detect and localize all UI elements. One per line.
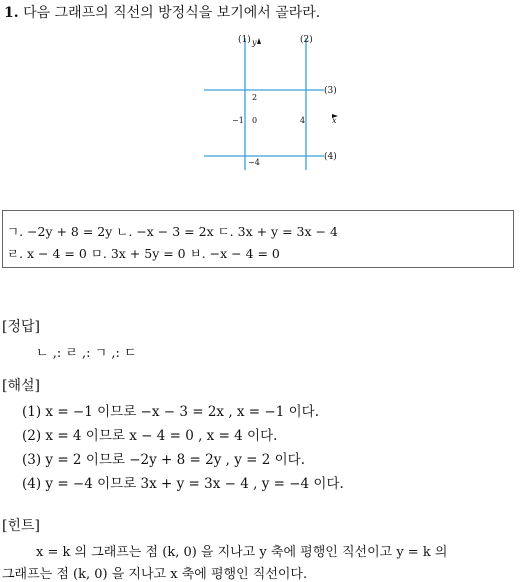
label-y-neg4: −4 xyxy=(248,158,260,167)
label-x-axis: x xyxy=(332,116,337,125)
choices-row-2: ㄹ. x − 4 = 0 ㅁ. 3x + 5y = 0 ㅂ. −x − 4 = 0 xyxy=(7,246,280,261)
hint-line-2: 그래프는 점 (k, 0) 을 지나고 x 축에 평행인 직선이다. xyxy=(2,567,308,582)
answer-text: ㄴ ,: ㄹ ,: ㄱ ,: ㄷ xyxy=(36,346,137,361)
question-text: 다음 그래프의 직선의 방정식을 보기에서 골라라. xyxy=(23,5,321,21)
label-1: (1) xyxy=(238,35,251,45)
label-4: (4) xyxy=(324,152,337,162)
explanation-item-4: (4) y = −4 이므로 3x + y = 3x − 4 , y = −4 이다. xyxy=(22,476,344,492)
explanation-header: [해설] xyxy=(2,378,40,394)
explanation-item-2: (2) x = 4 이므로 x − 4 = 0 , x = 4 이다. xyxy=(22,428,278,444)
hint-header: [힌트] xyxy=(2,518,40,534)
answer-header: [정답] xyxy=(2,319,40,335)
question-line xyxy=(4,2,320,22)
hint-line-1: x = k 의 그래프는 점 (k, 0) 을 지나고 y 축에 평행인 직선이고 y = k 의 xyxy=(36,545,448,560)
question-number: 1. xyxy=(4,5,19,21)
line-graph xyxy=(190,28,350,178)
label-y-2: 2 xyxy=(252,93,258,102)
label-y-axis: y xyxy=(252,38,257,47)
label-3: (3) xyxy=(324,86,337,96)
label-x-neg1: −1 xyxy=(232,116,244,125)
choices-box xyxy=(2,210,514,268)
label-x-4: 4 xyxy=(300,116,306,125)
choices-row-1: ㄱ. −2y + 8 = 2y ㄴ. −x − 3 = 2x ㄷ. 3x + y = 3x − 4 xyxy=(7,224,338,239)
label-2: (2) xyxy=(300,35,313,45)
y-axis-arrow xyxy=(257,38,261,44)
explanation-item-3: (3) y = 2 이므로 −2y + 8 = 2y , y = 2 이다. xyxy=(22,452,305,468)
label-origin: 0 xyxy=(252,116,258,125)
explanation-item-1: (1) x = −1 이므로 −x − 3 = 2x , x = −1 이다. xyxy=(22,404,319,420)
